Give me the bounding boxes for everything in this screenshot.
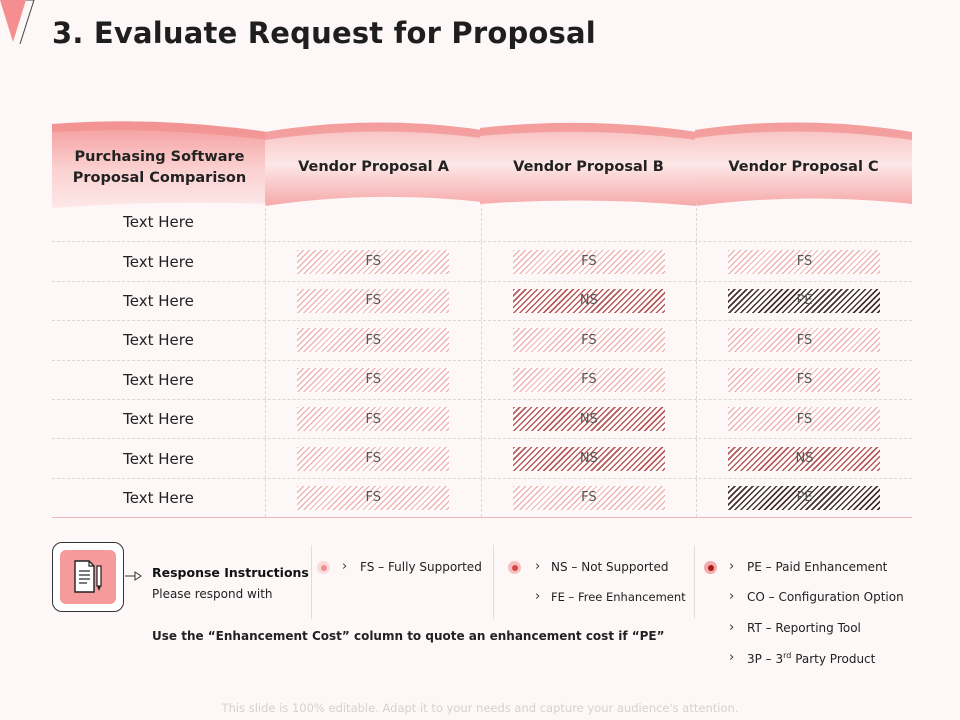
chevron-right-icon: › <box>729 589 735 604</box>
status-cell-fs: FS <box>297 447 449 471</box>
table-row <box>52 361 912 400</box>
chevron-right-icon: › <box>535 559 541 574</box>
table-row <box>52 400 912 439</box>
chevron-right-icon: › <box>729 559 735 574</box>
table-cell <box>696 400 912 438</box>
table-cell <box>481 439 697 477</box>
legend-fs: FS – Fully Supported <box>360 560 482 574</box>
table-cell <box>696 242 912 280</box>
status-cell-fs: FS <box>513 368 665 392</box>
status-cell-fs: FS <box>728 328 880 352</box>
response-title: Response Instructions <box>152 565 309 580</box>
table-cell <box>265 282 481 320</box>
footer-note: This slide is 100% editable. Adapt it to your needs and capture your audience's attention. <box>221 701 739 715</box>
table-cell <box>481 242 697 280</box>
table-cell <box>696 282 912 320</box>
chevron-right-icon: › <box>729 620 735 635</box>
legend-rt: RT – Reporting Tool <box>747 621 861 635</box>
table-row <box>52 321 912 360</box>
status-cell-fs: FS <box>513 328 665 352</box>
legend-pe: PE – Paid Enhancement <box>747 560 888 574</box>
row-label: Text Here <box>123 449 194 468</box>
table-row <box>52 282 912 321</box>
table-cell <box>265 439 481 477</box>
legend-co: CO – Configuration Option <box>747 590 904 604</box>
arrow-right-icon <box>125 567 143 585</box>
status-cell-fs: FS <box>297 486 449 510</box>
table-cell <box>481 321 697 359</box>
row-label: Text Here <box>123 252 194 271</box>
table-cell <box>481 282 697 320</box>
header-vendor-b <box>480 120 697 210</box>
status-cell-fs: FS <box>513 250 665 274</box>
table-cell <box>265 361 481 399</box>
document-icon-box <box>52 542 124 612</box>
divider <box>311 545 312 619</box>
status-cell-fs: FS <box>297 250 449 274</box>
header-comparison <box>52 120 267 210</box>
table-cell <box>265 479 481 517</box>
table-row <box>52 479 912 518</box>
chevron-right-icon: › <box>729 650 735 665</box>
status-cell-pe: PE <box>728 486 880 510</box>
response-subtitle: Please respond with <box>152 587 273 601</box>
chevron-right-icon: › <box>342 559 348 574</box>
status-cell-fs: FS <box>513 486 665 510</box>
status-cell-ns: NS <box>728 447 880 471</box>
table-cell <box>696 361 912 399</box>
comparison-table <box>52 203 912 518</box>
header-vendor-c <box>695 120 912 210</box>
document-pen-icon <box>60 550 116 604</box>
table-cell <box>481 203 697 241</box>
corner-decoration <box>0 0 40 48</box>
status-cell-ns: NS <box>513 447 665 471</box>
table-cell <box>481 400 697 438</box>
status-cell-pe: PE <box>728 289 880 313</box>
status-cell-fs: FS <box>297 328 449 352</box>
table-cell <box>265 400 481 438</box>
table-cell <box>481 361 697 399</box>
divider <box>694 545 695 619</box>
table-cell <box>696 439 912 477</box>
table-cell <box>481 479 697 517</box>
header-label: Vendor Proposal B <box>513 159 664 176</box>
divider <box>493 545 494 619</box>
legend-dot-medium <box>508 561 521 574</box>
row-label: Text Here <box>123 488 194 507</box>
header-label: Vendor Proposal A <box>298 159 449 176</box>
legend-fe: FE – Free Enhancement <box>551 590 686 604</box>
table-cell <box>696 321 912 359</box>
legend-3p: 3P – 3rd Party Product <box>747 651 876 666</box>
legend-dot-dark <box>704 561 717 574</box>
row-label: Text Here <box>123 410 194 429</box>
status-cell-fs: FS <box>297 368 449 392</box>
enhancement-note: Use the “Enhancement Cost” column to quote an enhancement cost if “PE” <box>152 629 665 643</box>
table-row <box>52 203 912 242</box>
status-cell-fs: FS <box>297 407 449 431</box>
status-cell-fs: FS <box>728 250 880 274</box>
table-row <box>52 439 912 478</box>
row-label: Text Here <box>123 331 194 350</box>
status-cell-ns: NS <box>513 407 665 431</box>
row-label: Text Here <box>123 370 194 389</box>
table-cell <box>265 203 481 241</box>
status-cell-ns: NS <box>513 289 665 313</box>
status-cell-fs: FS <box>728 407 880 431</box>
table-cell <box>696 203 912 241</box>
legend-dot-light <box>317 561 330 574</box>
row-label: Text Here <box>123 213 194 232</box>
chevron-right-icon: › <box>535 589 541 604</box>
table-cell <box>265 242 481 280</box>
page-title: 3. Evaluate Request for Proposal <box>52 16 596 50</box>
header-vendor-a <box>265 120 482 210</box>
header-label: Vendor Proposal C <box>728 159 879 176</box>
row-label: Text Here <box>123 291 194 310</box>
status-cell-fs: FS <box>297 289 449 313</box>
header-label: Purchasing Software Proposal Comparison <box>72 148 247 186</box>
legend-ns: NS – Not Supported <box>551 560 669 574</box>
table-cell <box>265 321 481 359</box>
table-cell <box>696 479 912 517</box>
table-row <box>52 242 912 281</box>
status-cell-fs: FS <box>728 368 880 392</box>
